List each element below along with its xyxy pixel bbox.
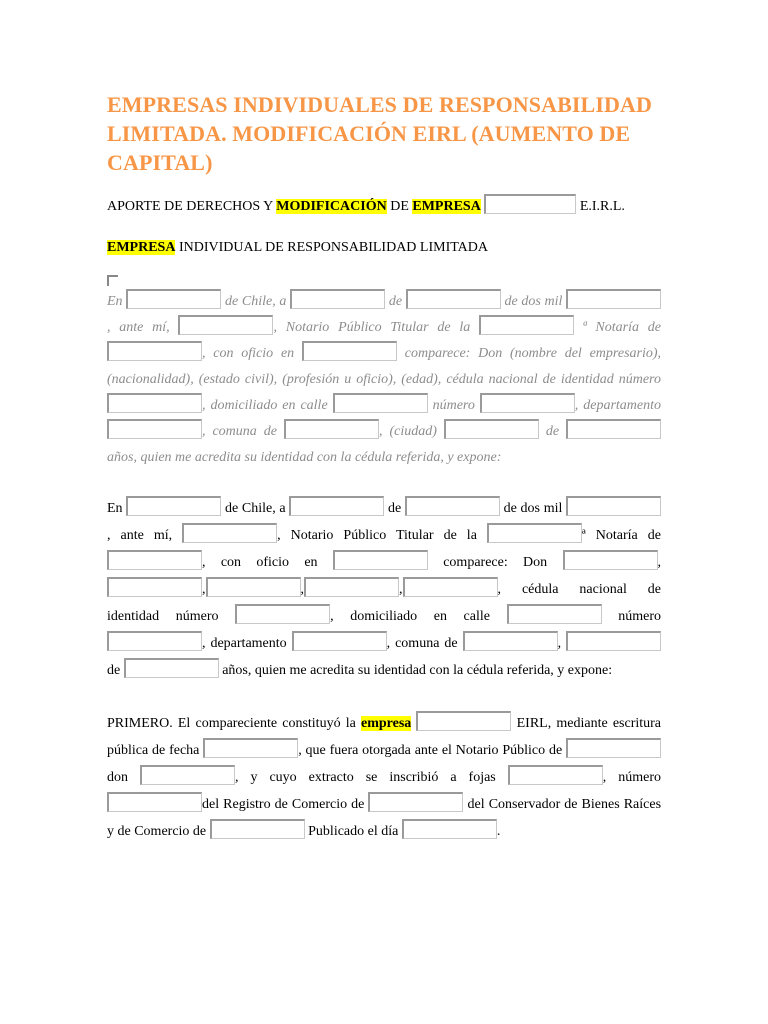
field-day[interactable] [289, 496, 384, 516]
field-notary-number[interactable] [487, 523, 582, 543]
field-street-number[interactable] [480, 393, 575, 413]
highlight-empresa: empresa [361, 716, 412, 731]
field-year[interactable] [566, 496, 661, 516]
heading-eirl [107, 234, 661, 261]
text: del Conservador de Bienes Raíces y de Comercio de [107, 797, 662, 839]
text: , con oficio en [202, 346, 295, 361]
text: de [388, 294, 403, 309]
field-notary-name[interactable] [140, 765, 235, 785]
text: mil [543, 501, 563, 516]
text: cédula nacional de identidad número [107, 582, 662, 624]
field-name[interactable] [563, 550, 658, 570]
text: , que fuera otorgada ante el Notario Público de [298, 743, 563, 758]
field-civil-status[interactable] [206, 577, 301, 597]
text: , [602, 770, 607, 785]
field-ciudad[interactable] [566, 631, 661, 651]
primero-paragraph [107, 710, 661, 845]
field-registry-number[interactable] [107, 792, 202, 812]
text: , comuna de [386, 636, 458, 651]
text: comparece: Don [443, 555, 548, 570]
field-age[interactable] [403, 577, 498, 597]
field-age[interactable] [566, 419, 661, 439]
field-company-name[interactable] [416, 711, 511, 731]
field-month[interactable] [405, 496, 500, 516]
text: , [657, 555, 661, 570]
heading-aporte [107, 193, 661, 220]
text: , Notario Público Titular de la [273, 320, 471, 335]
field-deed-date[interactable] [203, 738, 298, 758]
text: En [107, 501, 123, 516]
checkbox-row [107, 273, 661, 289]
text: . [496, 824, 501, 839]
field-registry-city[interactable] [368, 792, 463, 812]
field-street[interactable] [507, 604, 602, 624]
text: APORTE DE DERECHOS Y [107, 199, 277, 214]
text: ª Notaría de [581, 528, 661, 543]
text: de [545, 424, 560, 439]
field-notary-city[interactable] [107, 550, 202, 570]
field-years[interactable] [124, 658, 219, 678]
field-day[interactable] [290, 289, 385, 309]
text: , Notario Público Titular de la [277, 528, 477, 543]
document-title: EMPRESAS INDIVIDUALES DE RESPONSABILIDAD LIMITADA. MODIFICACIÓN EIRL (AUMENTO DE CAPITAL) [107, 92, 652, 175]
text: , domiciliado en calle [330, 609, 490, 624]
text: , [497, 582, 501, 597]
text: , ante mí, [107, 528, 173, 543]
text: DE [386, 199, 413, 214]
text: de dos [503, 501, 541, 516]
text: , domiciliado en calle [202, 398, 328, 413]
text: , [557, 636, 562, 651]
template-paragraph-italic [107, 289, 661, 471]
field-street-number[interactable] [107, 631, 202, 651]
text: , [202, 582, 206, 597]
field-notary-city[interactable] [566, 738, 661, 758]
field-notary-number[interactable] [479, 315, 574, 335]
field-ciudad[interactable] [444, 419, 539, 439]
field-apartment[interactable] [292, 631, 387, 651]
field-office[interactable] [302, 341, 397, 361]
text: de Chile, a [224, 294, 287, 309]
field-city[interactable] [126, 496, 221, 516]
highlight-modificacion: MODIFICACIÓN [276, 199, 387, 214]
text: , departamento [574, 398, 662, 413]
field-id-number[interactable] [235, 604, 330, 624]
text: número [618, 609, 661, 624]
text: En [107, 294, 123, 309]
text: , con oficio en [202, 555, 318, 570]
field-id-number[interactable] [107, 393, 202, 413]
text: mil [544, 294, 563, 309]
text: , departamento [202, 636, 287, 651]
checkbox[interactable] [107, 275, 118, 286]
text: de [388, 501, 402, 516]
field-month[interactable] [406, 289, 501, 309]
text: EIRL, mediante escritura pública de fecha [107, 716, 662, 758]
field-profession[interactable] [304, 577, 399, 597]
highlight-empresa: EMPRESA [412, 199, 481, 214]
field-city[interactable] [126, 289, 221, 309]
document-page [107, 90, 661, 845]
field-comuna[interactable] [284, 419, 379, 439]
field-fojas[interactable] [508, 765, 603, 785]
text: de dos [504, 294, 541, 309]
text: INDIVIDUAL DE RESPONSABILIDAD LIMITADA [175, 240, 489, 255]
text: Publicado el día [308, 824, 399, 839]
text: , ante mí, [107, 320, 170, 335]
text: comparece: Don (nombre del empresario), (nacionalidad), (estado civil), (profesión u oficio), (edad), cédula nacional de identidad número [107, 346, 662, 387]
text: número [618, 770, 661, 785]
company-name-field[interactable] [484, 194, 576, 214]
text: años, quien me acredita su identidad con la cédula referida, y expone: [222, 663, 613, 678]
field-year[interactable] [566, 289, 661, 309]
text: , (ciudad) [378, 424, 437, 439]
text: , y cuyo extracto se inscribió a fojas [234, 770, 496, 785]
text: años, quien me acredita su identidad con la cédula referida, y expone: [107, 450, 502, 465]
field-comuna[interactable] [463, 631, 558, 651]
text: , [300, 582, 304, 597]
field-publication-date[interactable] [402, 819, 497, 839]
text: , comuna de [202, 424, 277, 439]
text: PRIMERO. El compareciente constituyó la [107, 716, 356, 731]
text: , [399, 582, 403, 597]
field-apartment[interactable] [107, 419, 202, 439]
text: ª Notaría de [582, 320, 661, 335]
text: don [107, 770, 128, 785]
text: de Chile, a [224, 501, 286, 516]
field-street[interactable] [333, 393, 428, 413]
field-notary[interactable] [182, 523, 277, 543]
text: número [432, 398, 475, 413]
text: E.I.R.L. [579, 199, 625, 214]
text: de [107, 663, 121, 678]
highlight-empresa: EMPRESA [107, 240, 176, 255]
text: del Registro de Comercio de [202, 797, 365, 812]
field-office[interactable] [333, 550, 428, 570]
field-nationality[interactable] [107, 577, 202, 597]
field-notary[interactable] [178, 315, 273, 335]
comparecencia-paragraph [107, 495, 661, 684]
field-notary-city[interactable] [107, 341, 202, 361]
field-conservador-city[interactable] [210, 819, 305, 839]
